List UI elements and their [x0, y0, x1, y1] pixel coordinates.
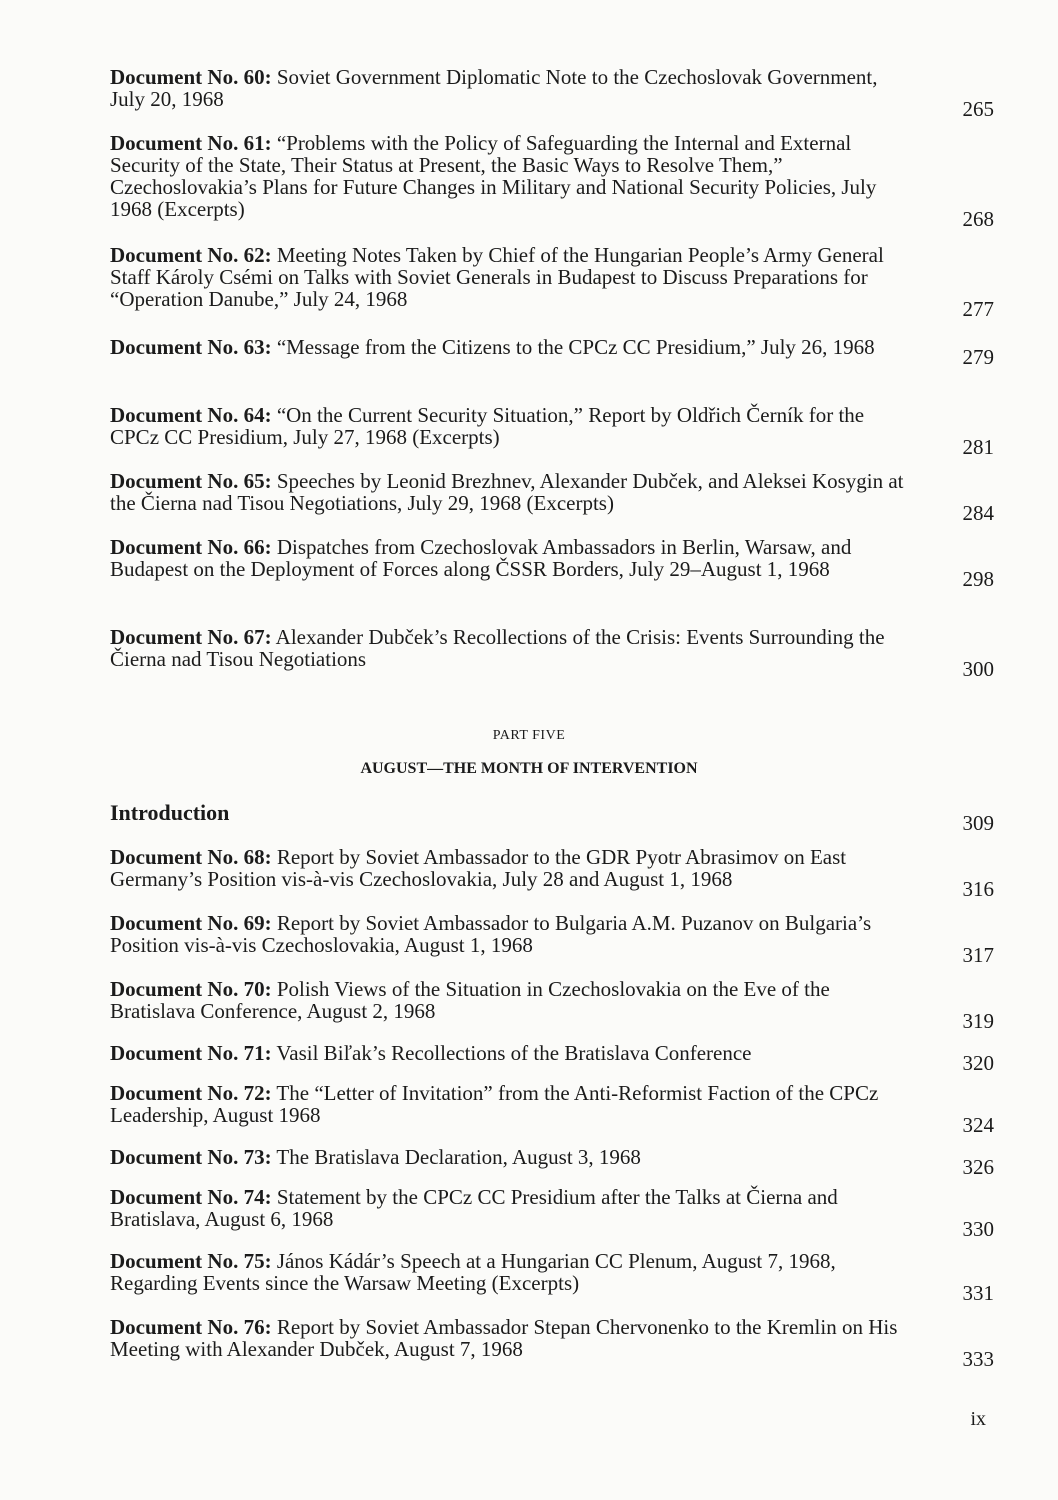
toc-entry-69: [110, 911, 1000, 967]
doc-label: Document No. 71:: [110, 1041, 272, 1065]
page-number: 268: [962, 207, 994, 231]
page-number: 316: [962, 877, 994, 901]
introduction-label: Introduction: [110, 800, 230, 825]
doc-title: “On the Current Security Situation,” Report by Oldřich Černík for the CPCz CC Presidium, July 27, 1968 (Excerpts): [110, 403, 865, 449]
doc-label: Document No. 76:: [110, 1315, 272, 1339]
page-number: 330: [962, 1217, 994, 1241]
entry-text: [110, 978, 905, 1022]
doc-label: Document No. 64:: [110, 403, 272, 427]
entry-text: [110, 244, 905, 310]
doc-label: Document No. 73:: [110, 1145, 272, 1169]
entry-text: [110, 404, 905, 448]
page-folio: ix: [970, 1408, 986, 1430]
entry-text: [110, 1250, 905, 1294]
doc-title: Polish Views of the Situation in Czechoslovakia on the Eve of the Bratislava Conference, August 2, 1968: [110, 977, 830, 1023]
doc-title: Speeches by Leonid Brezhnev, Alexander Dubček, and Aleksei Kosygin at the Čierna nad Tisou Negotiations, July 29, 1968 (Excerpts): [110, 469, 904, 515]
page-number: 279: [962, 345, 994, 369]
toc-entry-75: [110, 1249, 1000, 1305]
page-number: 319: [962, 1009, 994, 1033]
doc-label: Document No. 67:: [110, 625, 272, 649]
doc-label: Document No. 66:: [110, 535, 272, 559]
entry-text: [110, 1186, 905, 1230]
page-number: 333: [962, 1347, 994, 1371]
toc-entry-68: [110, 845, 1000, 901]
doc-title: Alexander Dubček’s Recollections of the Crisis: Events Surrounding the Čierna nad Tisou Negotiations: [110, 625, 885, 671]
doc-label: Document No. 74:: [110, 1185, 272, 1209]
page-number: 300: [962, 657, 994, 681]
page-number: 277: [962, 297, 994, 321]
doc-title: Report by Soviet Ambassador Stepan Chervonenko to the Kremlin on His Meeting with Alexander Dubček, August 7, 1968: [110, 1315, 898, 1361]
part-label: PART FIVE: [492, 728, 566, 743]
doc-label: Document No. 70:: [110, 977, 272, 1001]
doc-title: Meeting Notes Taken by Chief of the Hungarian People’s Army General Staff Károly Csémi on Talks with Soviet Generals in Budapest to Discuss Preparations for “Operation Danube,” July 24, 1968: [110, 243, 884, 311]
doc-label: Document No. 62:: [110, 243, 272, 267]
page-number: 298: [962, 567, 994, 591]
page-number: 317: [962, 943, 994, 967]
doc-label: Document No. 68:: [110, 845, 272, 869]
toc-entry-62: [110, 243, 1000, 321]
page-number: 320: [962, 1051, 994, 1075]
entry-text: [110, 1082, 905, 1126]
doc-title: Soviet Government Diplomatic Note to the Czechoslovak Government, July 20, 1968: [110, 65, 878, 111]
page-number: 281: [962, 435, 994, 459]
entry-text: [110, 470, 905, 514]
entry-text: [110, 536, 905, 580]
doc-label: Document No. 75:: [110, 1249, 272, 1273]
doc-label: Document No. 72:: [110, 1081, 272, 1105]
toc-entry-71: [110, 1041, 1000, 1075]
toc-entry-67: [110, 625, 1000, 681]
doc-title: Report by Soviet Ambassador to the GDR Pyotr Abrasimov on East Germany’s Position vis-à-vis Czechoslovakia, July 28 and August 1, 1968: [110, 845, 847, 891]
doc-title: Dispatches from Czechoslovak Ambassadors in Berlin, Warsaw, and Budapest on the Deployment of Forces along ČSSR Borders, July 29–August 1, 1968: [110, 535, 852, 581]
doc-title: Statement by the CPCz CC Presidium after the Talks at Čierna and Bratislava, August 6, 1968: [110, 1185, 838, 1231]
page-number: 309: [962, 811, 994, 835]
toc-entry-66: [110, 535, 1000, 591]
entry-text: [110, 1042, 905, 1064]
part-title: AUGUST—THE MONTH OF INTERVENTION: [360, 760, 698, 777]
entry-text: [110, 912, 905, 956]
doc-label: Document No. 63:: [110, 335, 272, 359]
doc-title: János Kádár’s Speech at a Hungarian CC Plenum, August 7, 1968, Regarding Events since the Warsaw Meeting (Excerpts): [110, 1249, 836, 1295]
entry-text: [110, 132, 905, 220]
page-number: 284: [962, 501, 994, 525]
doc-title: The “Letter of Invitation” from the Anti-Reformist Faction of the CPCz Leadership, August 1968: [110, 1081, 879, 1127]
page-number: 265: [962, 97, 994, 121]
entry-text: [110, 846, 905, 890]
entry-text: [110, 336, 905, 358]
toc-entry-64: [110, 403, 1000, 459]
page-number: 324: [962, 1113, 994, 1137]
doc-label: Document No. 60:: [110, 65, 272, 89]
toc-entry-61: [110, 131, 1000, 231]
toc-entry-76: [110, 1315, 1000, 1371]
doc-title: “Message from the Citizens to the CPCz CC Presidium,” July 26, 1968: [271, 335, 875, 359]
doc-label: Document No. 61:: [110, 131, 272, 155]
doc-title: The Bratislava Declaration, August 3, 1968: [271, 1145, 641, 1169]
entry-text: [110, 66, 905, 110]
entry-text: [110, 1316, 905, 1360]
toc-entry-74: [110, 1185, 1000, 1241]
entry-text: [110, 626, 905, 670]
toc-entry-63: [110, 335, 1000, 369]
doc-title: Report by Soviet Ambassador to Bulgaria A.M. Puzanov on Bulgaria’s Position vis-à-vis Czechoslovakia, August 1, 1968: [110, 911, 872, 957]
page-number: 326: [962, 1155, 994, 1179]
toc-entry-60: [110, 65, 1000, 121]
doc-title: Vasil Biľak’s Recollections of the Bratislava Conference: [271, 1041, 752, 1065]
toc-entry-introduction: [110, 800, 1000, 835]
page-number: 331: [962, 1281, 994, 1305]
toc-entry-65: [110, 469, 1000, 525]
toc-entry-73: [110, 1145, 1000, 1179]
doc-label: Document No. 65:: [110, 469, 272, 493]
doc-label: Document No. 69:: [110, 911, 272, 935]
entry-text: [110, 802, 905, 824]
toc-entry-70: [110, 977, 1000, 1033]
toc-entry-72: [110, 1081, 1000, 1137]
entry-text: [110, 1146, 905, 1168]
doc-title: “Problems with the Policy of Safeguarding the Internal and External Security of the State, Their Status at Present, the Basic Ways to Resolve Them,” Czechoslovakia’s Plans for Future Changes in Military and National Security Policies, July 1968 (Excerpts): [110, 131, 877, 221]
